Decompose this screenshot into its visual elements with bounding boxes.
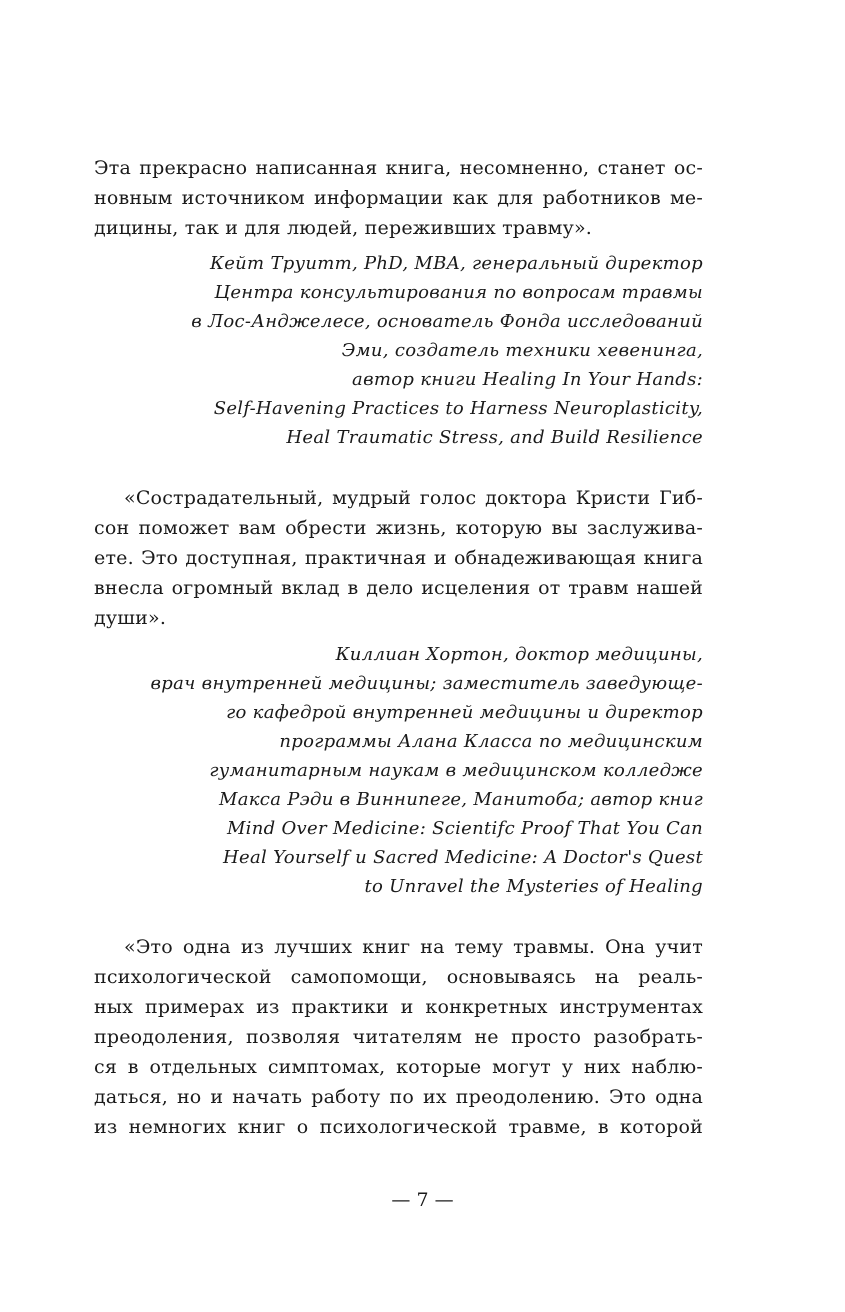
page-number: — 7 — [391, 1189, 454, 1211]
attribution-2-line-5: гуманитарным наукам в медицинском колледже [209, 760, 703, 781]
quote-3-line-5: ся в отдельных симптомах, которые могут у них наблю- [94, 1056, 703, 1078]
attribution-1-line-6: Self-Havening Practices to Harness Neuroplasticity, [213, 398, 703, 419]
quote-3-line-2: психологической самопомощи, основываясь на реаль- [94, 966, 703, 988]
attribution-2-line-4: программы Алана Класса по медицинским [279, 731, 703, 752]
quote-3-line-4: преодоления, позволяя читателям не просто разобрать- [94, 1026, 703, 1048]
attribution-2-line-3: го кафедрой внутренней медицины и директор [226, 702, 703, 723]
quote-2-line-3: ете. Это доступная, практичная и обнадеживающая книга [94, 547, 703, 569]
attribution-1-line-2: Центра консультирования по вопросам травмы [214, 282, 703, 303]
quote-2-line-5: души». [94, 607, 167, 629]
intro-line-1: Эта прекрасно написанная книга, несомненно, станет ос- [94, 157, 703, 179]
attribution-2-line-6: Макса Рэди в Виннипеге, Манитоба; автор книг [219, 789, 703, 810]
intro-line-2: новным источником информации как для работников ме- [94, 187, 703, 209]
attribution-1-line-4: Эми, создатель техники хевенинга, [341, 340, 703, 361]
attribution-2-line-9: to Unravel the Mysteries of Healing [364, 876, 703, 897]
attribution-2-line-7: Mind Over Medicine: Scientifc Proof That You Can [226, 818, 703, 839]
attribution-1-line-1: Кейт Труитт, PhD, MBA, генеральный директор [209, 253, 703, 274]
quote-2-line-1: «Сострадательный, мудрый голос доктора Кристи Гиб- [124, 487, 703, 509]
attribution-2-line-1: Киллиан Хортон, доктор медицины, [335, 644, 703, 665]
attribution-2-line-2: врач внутренней медицины; заместитель заведующе- [150, 673, 703, 694]
quote-2-line-2: сон поможет вам обрести жизнь, которую вы заслужива- [94, 517, 703, 539]
quote-3-line-1: «Это одна из лучших книг на тему травмы. Она учит [124, 936, 703, 958]
intro-line-3: дицины, так и для людей, переживших травму». [94, 217, 593, 239]
attribution-1-line-7: Heal Traumatic Stress, and Build Resilience [286, 427, 703, 448]
attribution-1-line-5: автор книги Healing In Your Hands: [352, 369, 703, 390]
quote-3-line-7: из немногих книг о психологической травме, в которой [94, 1116, 703, 1138]
quote-3-line-6: даться, но и начать работу по их преодолению. Это одна [94, 1086, 703, 1108]
attribution-1-line-3: в Лос-Анджелесе, основатель Фонда исследований [191, 311, 703, 332]
quote-3-line-3: ных примерах из практики и конкретных инструментах [94, 996, 703, 1018]
attribution-2-line-8: Heal Yourself и Sacred Medicine: A Doctor's Quest [223, 847, 703, 868]
quote-2-line-4: внесла огромный вклад в дело исцеления от травм нашей [94, 577, 703, 599]
